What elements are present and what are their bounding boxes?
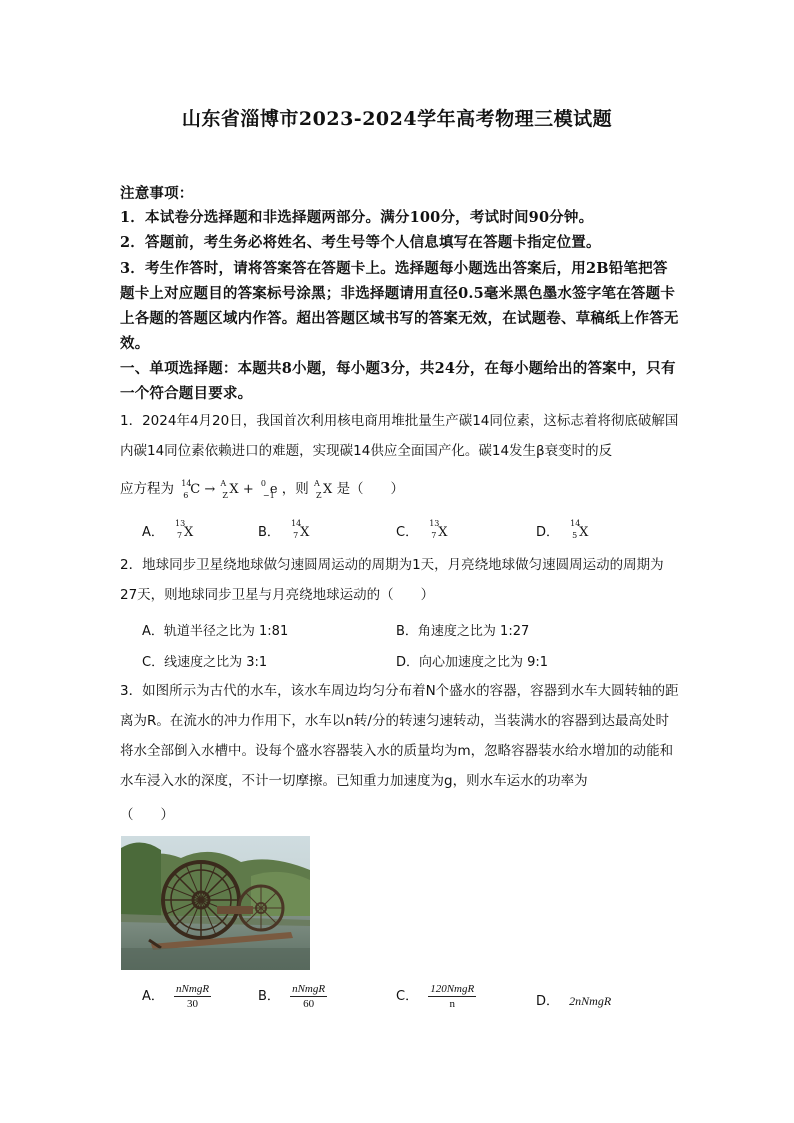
fraction-a: $\frac{\text{nNmgR}}{30}$ <box>176 983 210 1010</box>
decay-equation: 14 6 C → A Z X + 0 −1 e <box>181 479 278 500</box>
equation-prefix: 应方程为 <box>120 481 174 497</box>
question-3-text: 3．如图所示为古代的水车，该水车周边均匀分布着N个盛水的容器，容器到水车大圆转轴的距离为R。在流水的冲力作用下，水车以n转/分的转速匀速转动，当装满水的容器到达最高处时将水全部倒入水槽中。设每个盛水容器装入水的质量均为m，忽略容器装水给水增加的动能和水车浸入水的深度，不计一切摩擦。已知重力加速度为g，则水车运水的功率为 <box>120 683 679 789</box>
question-1-equation-line <box>120 474 680 505</box>
question-3-paren: （ ） <box>120 807 174 823</box>
q2-option-a[interactable]: A．轨道半径之比为 1:81 <box>142 624 289 639</box>
equation-end: 是（ ） <box>336 481 405 497</box>
unknown-nucleus: A Z X <box>314 479 333 500</box>
question-2-text: 2．地球同步卫星绕地球做匀速圆周运动的周期为1天，月亮绕地球做匀速圆周运动的周期为27天，则地球同步卫星与月亮绕地球运动的（ ） <box>120 557 664 603</box>
equation-suffix: ，则 <box>281 481 309 497</box>
q1-option-d[interactable]: D． 14 5 X <box>536 519 589 540</box>
q3-option-c[interactable]: C． $\frac{\text{120NmgR}}{n}$ <box>396 983 475 1010</box>
waterwheel-photo <box>121 836 310 970</box>
q1-option-c[interactable]: C． 13 7 X <box>396 519 448 540</box>
question-1-text: 1．2024年4月20日，我国首次利用核电商用堆批量生产碳14同位素，这标志着将彻底破解国内碳14同位素依赖进口的难题，实现碳14供应全面国产化。碳14发生β衰变时的反 <box>120 413 679 459</box>
q3-option-d[interactable]: D． 2nNmgR <box>536 994 612 1009</box>
notice-item-1: 1．本试卷分选择题和非选择题两部分。满分100分，考试时间90分钟。 <box>120 209 594 226</box>
q3-option-b[interactable]: B． $\frac{\text{nNmgR}}{60}$ <box>258 983 326 1010</box>
fraction-c: $\frac{\text{120NmgR}}{n}$ <box>430 983 475 1010</box>
fraction-b: $\frac{\text{nNmgR}}{60}$ <box>292 983 326 1010</box>
page-title: 山东省淄博市2023-2024学年高考物理三模试题 <box>181 108 613 130</box>
q1-option-b[interactable]: B． 14 7 X <box>258 519 310 540</box>
q1-option-a[interactable]: A． 13 7 X <box>142 519 194 540</box>
q3-option-a[interactable]: A． $\frac{\text{nNmgR}}{30}$ <box>142 983 210 1010</box>
notice-item-2: 2．答题前，考生务必将姓名、考生号等个人信息填写在答题卡指定位置。 <box>120 234 601 251</box>
section-heading: 一、单项选择题：本题共8小题，每小题3分，共24分，在每小题给出的答案中，只有一个符合题目要求。 <box>120 360 676 402</box>
waterwheel-image <box>121 836 310 970</box>
notice-heading: 注意事项： <box>120 185 194 202</box>
q2-option-b[interactable]: B．角速度之比为 1:27 <box>396 624 530 639</box>
q2-option-d[interactable]: D．向心加速度之比为 9:1 <box>396 655 549 670</box>
q2-option-c[interactable]: C．线速度之比为 3:1 <box>142 655 268 670</box>
notice-item-3: 3．考生作答时，请将答案答在答题卡上。选择题每小题选出答案后，用2B铅笔把答题卡上对应题目的答案标号涂黑；非选择题请用直径0.5毫米黑色墨水签字笔在答题卡上各题的答题区域内作答。超出答题区域书写的答案无效，在试题卷、草稿纸上作答无效。 <box>120 260 679 352</box>
